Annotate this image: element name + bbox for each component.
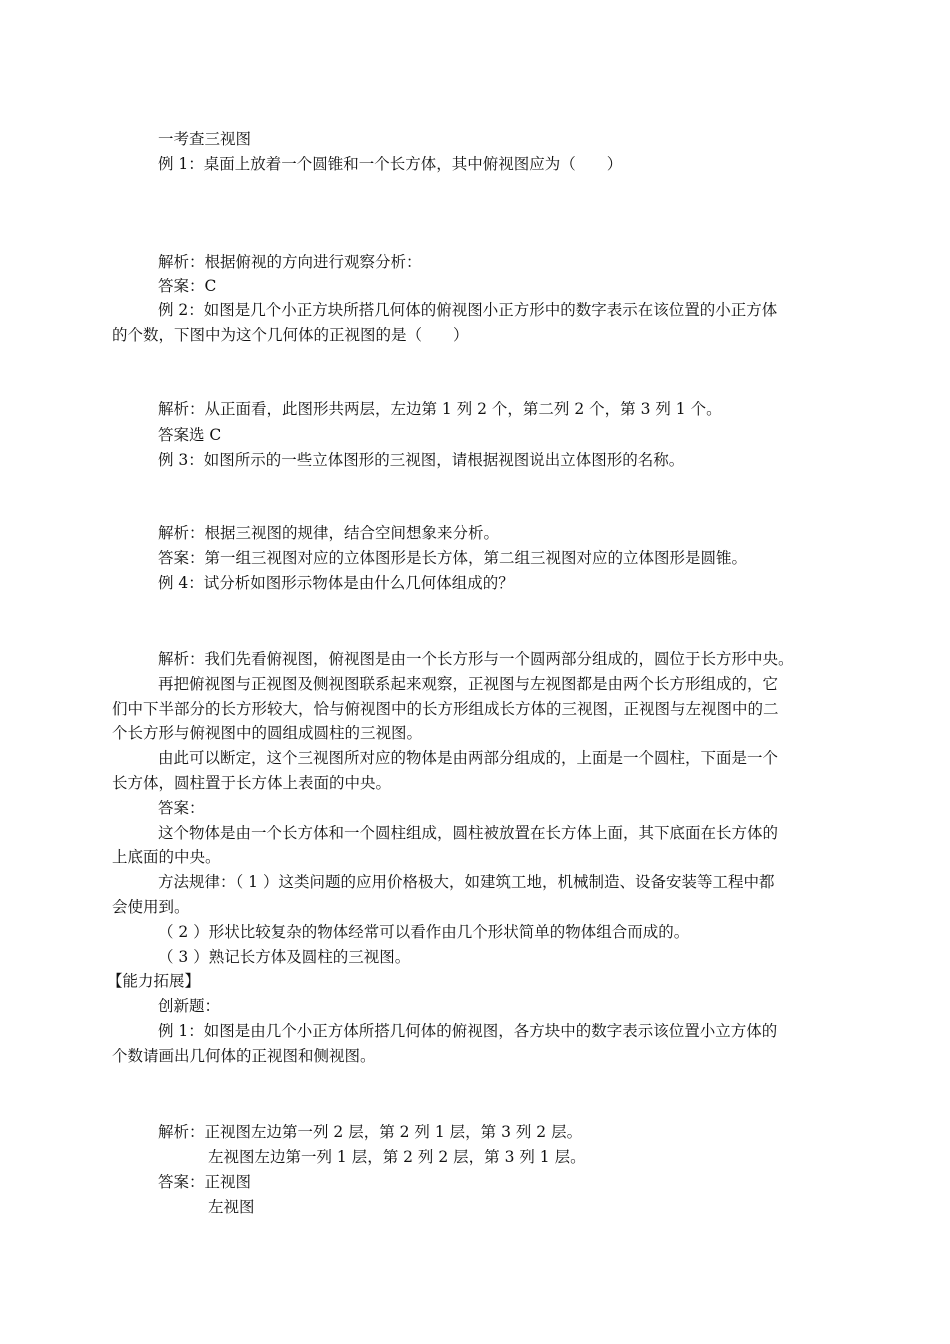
section-ability-extension: 【能力拓展】 [107,972,201,990]
innovation-example-1-answer-front-view: 答案：正视图 [158,1173,252,1191]
method-rule-2: （ 2 ）形状比较复杂的物体经常可以看作由几个形状简单的物体组合而成的。 [158,923,690,941]
innovation-example-1-analysis-line2: 左视图左边第一列 1 层，第 2 列 2 层，第 3 列 1 层。 [208,1148,586,1166]
example-3-answer: 答案：第一组三视图对应的立体图形是长方体，第二组三视图对应的立体图形是圆锥。 [158,549,748,567]
example-4-analysis-p2-cont1: 们中下半部分的长方形较大，恰与俯视图中的长方形组成长方体的三视图，正视图与左视图中的二 [112,700,779,718]
example-4-answer-label: 答案： [158,799,205,817]
example-1-answer: 答案：C [158,277,217,295]
example-3-question: 例 3：如图所示的一些立体图形的三视图，请根据视图说出立体图形的名称。 [158,451,685,469]
example-4-question: 例 4：试分析如图形示物体是由什么几何体组成的？ [158,574,514,592]
innovation-example-1-answer-left-view: 左视图 [208,1198,255,1216]
example-2-answer: 答案选 C [158,426,222,444]
innovation-example-1-analysis-line1: 解析：正视图左边第一列 2 层，第 2 列 1 层，第 3 列 2 层。 [158,1123,583,1141]
example-1-analysis: 解析：根据俯视的方向进行观察分析： [158,253,422,271]
example-4-answer-text: 这个物体是由一个长方体和一个圆柱组成，圆柱被放置在长方体上面，其下底面在长方体的 [158,824,779,842]
innovation-example-1-question-cont: 个数请画出几何体的正视图和侧视图。 [112,1047,376,1065]
example-4-analysis-p3: 由此可以断定，这个三视图所对应的物体是由两部分组成的，上面是一个圆柱，下面是一个 [158,749,779,767]
innovation-example-1-question: 例 1：如图是由几个小正方体所搭几何体的俯视图，各方块中的数字表示该位置小立方体的 [158,1022,778,1040]
example-4-analysis-p2-cont2: 个长方形与俯视图中的圆组成圆柱的三视图。 [112,724,423,742]
method-rule-3: （ 3 ）熟记长方体及圆柱的三视图。 [158,948,411,966]
example-2-question: 例 2：如图是几个小正方块所搭几何体的俯视图小正方形中的数字表示在该位置的小正方体 [158,301,778,319]
example-4-analysis-p2: 再把俯视图与正视图及侧视图联系起来观察，正视图与左视图都是由两个长方形组成的，它 [158,675,779,693]
example-1-question: 例 1：桌面上放着一个圆锥和一个长方体，其中俯视图应为（ ） [158,155,623,173]
innovation-heading: 创新题： [158,997,221,1015]
method-rule-1: 方法规律：（ 1 ）这类问题的应用价格极大，如建筑工地，机械制造、设备安装等工程中都 [158,873,775,891]
section-heading: 一考查三视图 [158,130,252,148]
example-2-question-cont: 的个数，下图中为这个几何体的正视图的是（ ） [112,326,469,344]
example-4-analysis-p3-cont: 长方体，圆柱置于长方体上表面的中央。 [112,774,392,792]
example-4-analysis: 解析：我们先看俯视图，俯视图是由一个长方形与一个圆两部分组成的，圆位于长方形中央。 [158,650,794,668]
example-4-answer-text-cont: 上底面的中央。 [112,848,221,866]
method-rule-1-cont: 会使用到。 [112,898,190,916]
example-3-analysis: 解析：根据三视图的规律，结合空间想象来分析。 [158,524,500,542]
example-2-analysis: 解析：从正面看，此图形共两层，左边第 1 列 2 个，第二列 2 个，第 3 列 1 个。 [158,400,722,418]
